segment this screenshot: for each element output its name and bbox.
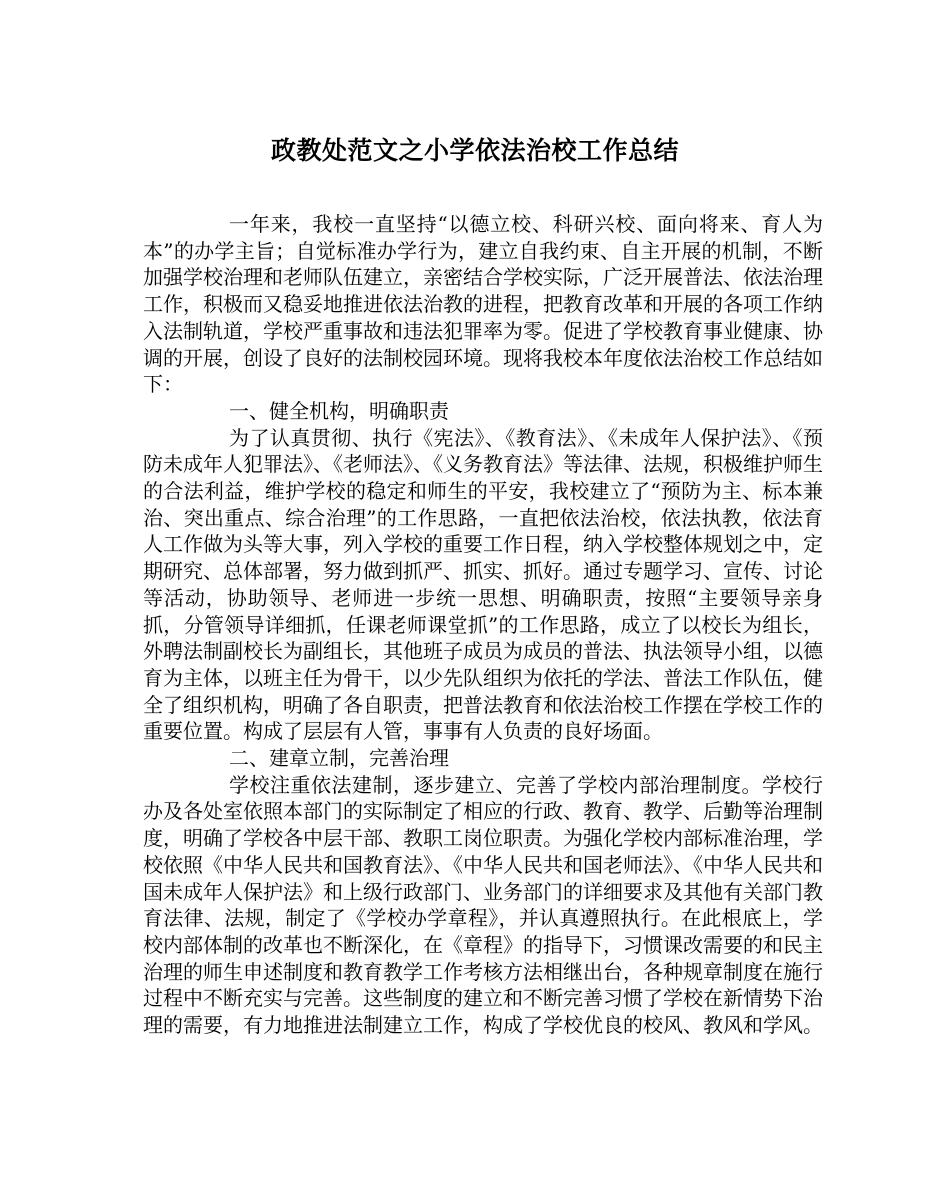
paragraph-section-2: 学校注重依法建制，逐步建立、完善了学校内部治理制度。学校行办及各处室依照本部门的实际制定了相应的行政、教育、教学、后勤等治理制度，明确了学校各中层干部、教职工岗位职责。为强化学校内部标准治理，学校依照《中华人民共和国教育法》、《中华人民共和国老师法》、《中华人民共和国未成年人保护法》和上级行政部门、业务部门的详细要求及其他有关部门教育法律、法规，制定了《学校办学章程》，并认真遵照执行。在此根底上，学校内部体制的改革也不断深化，在《章程》的指导下，习惯课改需要的和民主治理的师生申述制度和教育教学工作考核方法相继出台，各种规章制度在施行过程中不断充实与完善。这些制度的建立和不断完善习惯了学校在新情势下治理的需要，有力地推进法制建立工作，构成了学校优良的校风、教风和学风。 [143,772,823,1038]
section-heading-1: 一、健全机构，明确职责 [229,398,449,423]
section-heading-2: 二、建章立制，完善治理 [229,746,449,771]
paragraph-intro: 一年来，我校一直坚持“以德立校、科研兴校、面向将来、育人为本”的办学主旨；自觉标准办学行为，建立自我约束、自主开展的机制，不断加强学校治理和老师队伍建立，亲密结合学校实际，广泛开展普法、依法治理工作，积极而又稳妥地推进依法治教的进程，把教育改革和开展的各项工作纳入法制轨道，学校严重事故和违法犯罪率为零。促进了学校教育事业健康、协调的开展，创设了良好的法制校园环境。现将我校本年度依法治校工作总结如下： [143,212,823,397]
document-body [143,211,823,1039]
document-title: 政教处范文之小学依法治校工作总结 [270,136,679,165]
paragraph-section-1: 为了认真贯彻、执行《宪法》、《教育法》、《未成年人保护法》、《预防未成年人犯罪法》、《老师法》、《义务教育法》等法律、法规，积极维护师生的合法利益，维护学校的稳定和师生的平安，我校建立了“预防为主、标本兼治、突出重点、综合治理”的工作思路，一直把依法治校，依法执教，依法育人工作做为头等大事，列入学校的重要工作日程，纳入学校整体规划之中，定期研究、总体部署，努力做到抓严、抓实、抓好。通过专题学习、宣传、讨论等活动，协助领导、老师进一步统一思想、明确职责，按照“主要领导亲身抓，分管领导详细抓，任课老师课堂抓”的工作思路，成立了以校长为组长，外聘法制副校长为副组长，其他班子成员为成员的普法、执法领导小组，以德育为主体，以班主任为骨干，以少先队组织为依托的学法、普法工作队伍，健全了组织机构，明确了各自职责，把普法教育和依法治校工作摆在学校工作的重要位置。构成了层层有人管，事事有人负责的良好场面。 [143,425,823,744]
